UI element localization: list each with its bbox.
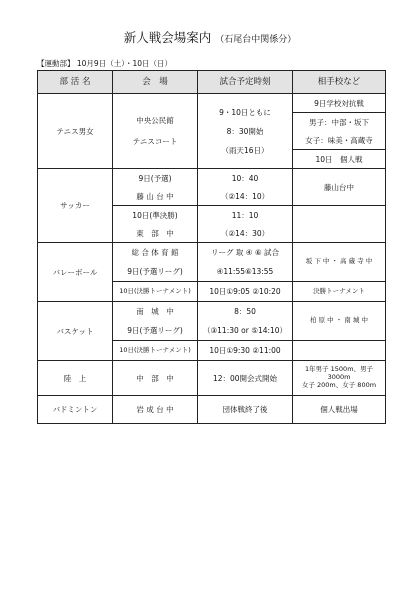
venue-tennis [113,94,198,169]
page-title [0,28,420,46]
opp-tennis-2: 男子：中部・坂下 [293,113,386,132]
club-soccer: サッカー [38,169,113,243]
venue-basketball-3: 10日(決勝トーナメント) [113,341,198,361]
venue-volleyball-3: 10日(決勝トーナメント) [113,282,198,302]
opp-basketball-blank [293,341,386,361]
table-row-tennis [38,94,386,113]
opp-basketball-1: 柏 原 中 ・ 南 城 中 [293,302,386,341]
opp-track [293,361,386,396]
opp-track-line1: 1年男子 1500m、男子 3000m [304,365,374,382]
time-soccer-2: （②14：10） [198,187,293,206]
header-venue: 会 場 [113,71,198,94]
time-soccer-1: 10：40 [198,169,293,188]
time-tennis-line3: （雨天16日） [221,145,269,155]
venue-soccer-4: 東 部 中 [113,224,198,243]
time-basketball-3: 10日①9:30 ②11:00 [198,341,293,361]
time-soccer-3: 11：10 [198,206,293,225]
venue-badminton: 岩 成 台 中 [113,396,198,424]
time-soccer-4: （②14：30） [198,224,293,243]
opp-soccer: 藤山台中 [293,169,386,206]
table-row-basketball [38,302,386,322]
header-opponent: 相手校など [293,71,386,94]
header-time: 試合予定時刻 [198,71,293,94]
opp-volleyball-1: 坂 下 中 ・ 高 蔵 寺 中 [293,243,386,282]
opp-track-line2: 女子 200m、女子 800m [301,380,377,389]
opp-badminton: 個人戦出場 [293,396,386,424]
venue-basketball-1: 南 城 中 [113,302,198,322]
time-basketball-2: （③11:30 or ⑤14:10） [198,321,293,341]
table-row-volleyball [38,243,386,263]
date-notice: 【運動部】 10月9日（土）・10日（日） [37,59,172,68]
club-badminton: バドミントン [38,396,113,424]
venue-soccer-2: 藤 山 台 中 [113,187,198,206]
venue-volleyball-1: 総 合 体 育 館 [113,243,198,263]
time-badminton: 団体戦終了後 [198,396,293,424]
venue-tennis-line2: テニスコート [132,137,178,146]
opp-tennis-3: 女子：味美・高蔵寺 [293,131,386,150]
table-row-badminton [38,396,386,424]
opp-tennis-4: 10日 個人戦 [293,150,386,169]
opp-tennis-1: 9日学校対抗戦 [293,94,386,113]
time-tennis-line1: 9・10日ともに [219,107,271,117]
header-row [38,71,386,94]
time-basketball-1: 8：50 [198,302,293,322]
club-tennis: テニス男女 [38,94,113,169]
time-volleyball-3: 10日①9:05 ②10:20 [198,282,293,302]
venue-table [37,70,386,424]
title-subtitle: （石尾台中関係分） [215,35,297,45]
time-tennis [198,94,293,169]
header-club: 部 活 名 [38,71,113,94]
time-volleyball-1: リーグ 取 ④ ⑥ 試合 [198,243,293,263]
table-row-soccer [38,169,386,188]
club-volleyball: バレーボール [38,243,113,302]
club-basketball: バスケット [38,302,113,361]
time-track: 12：00開会式開始 [198,361,293,396]
time-tennis-line2: 8：30開始 [226,126,264,136]
venue-tennis-line1: 中央公民館 [136,116,174,125]
club-track: 陸 上 [38,361,113,396]
table-row-track [38,361,386,396]
venue-track: 中 部 中 [113,361,198,396]
venue-soccer-3: 10日(準決勝) [113,206,198,225]
title-text: 新人戦会場案内 [123,30,212,45]
venue-soccer-1: 9日(予選) [113,169,198,188]
time-volleyball-2: ④11:55⑥13:55 [198,262,293,282]
venue-basketball-2: 9日(予選リーグ) [113,321,198,341]
opp-soccer-blank [293,206,386,243]
opp-volleyball-2: 決勝トーナメント [293,282,386,302]
venue-volleyball-2: 9日(予選リーグ) [113,262,198,282]
